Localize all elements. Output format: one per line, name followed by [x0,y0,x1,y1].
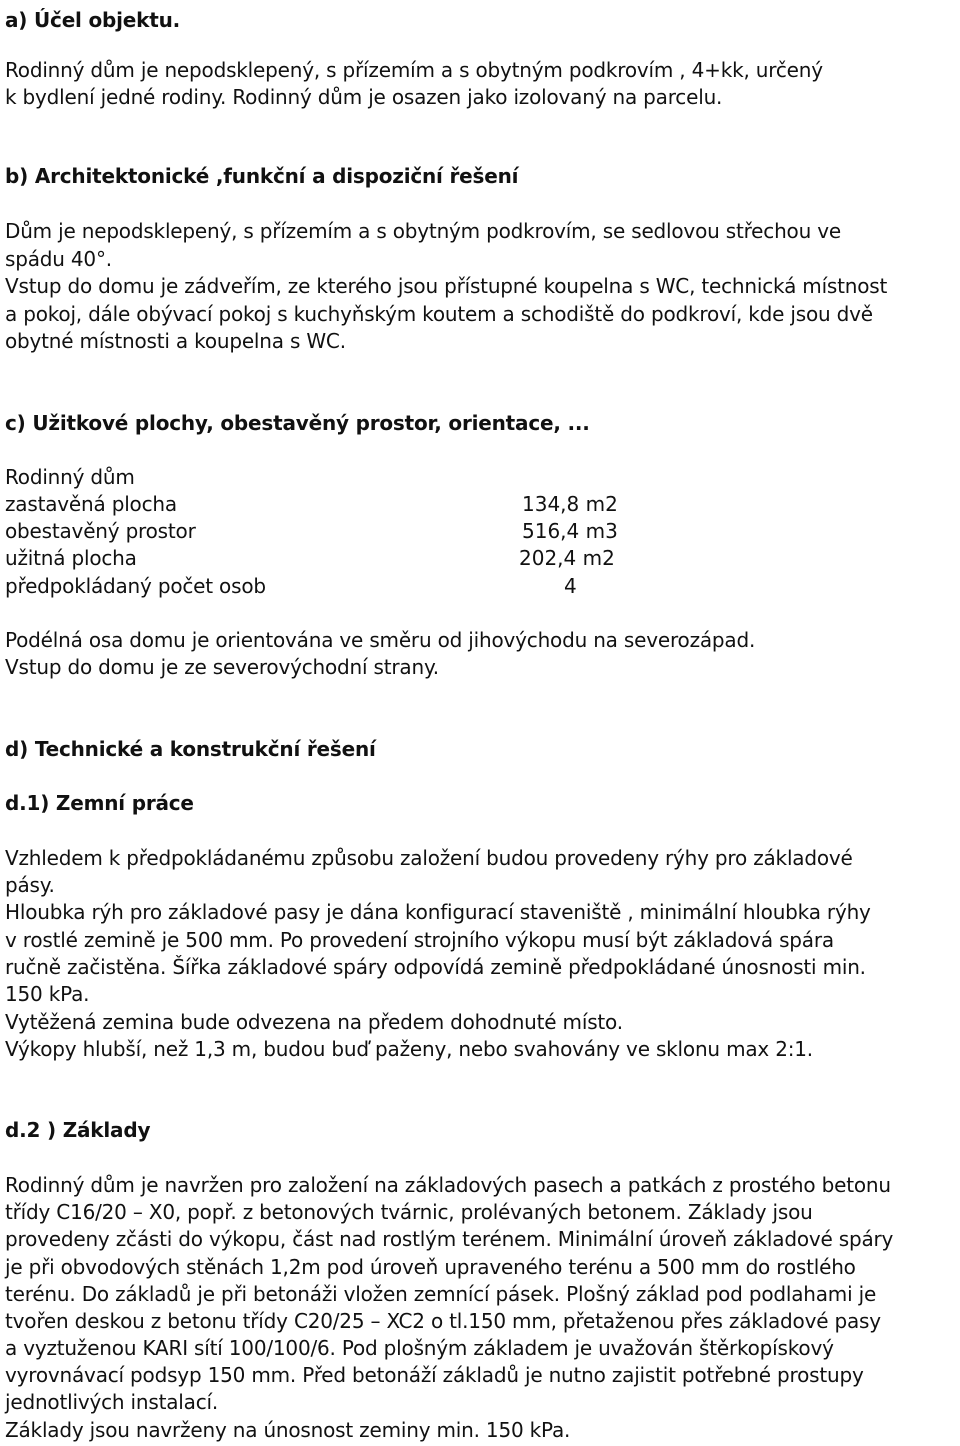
area-value: 4 [564,574,577,598]
paragraph-line: Hloubka rýh pro základové pasy je dána konfigurací staveniště , minimální hloubka rýhy [5,900,871,924]
heading-d: d) Technické a konstrukční řešení [5,737,376,761]
paragraph-line: a vyztuženou KARI sítí 100/100/6. Pod plošným základem je uvažován štěrkopískový [5,1336,834,1360]
paragraph-line: ručně začistěna. Šířka základové spáry odpovídá zemině předpokládané únosnosti min. [5,955,866,979]
paragraph-line: tvořen deskou z betonu třídy C20/25 – XC2 o tl.150 mm, přetaženou přes základové pasy [5,1309,881,1333]
heading-d1: d.1) Zemní práce [5,791,194,815]
area-label: užitná plocha [5,546,137,570]
table-subtitle: Rodinný dům [5,465,135,489]
paragraph-line: Vstup do domu je ze severovýchodní strany. [5,655,439,679]
area-value: 516,4 m3 [522,519,618,543]
paragraph-line: a pokoj, dále obývací pokoj s kuchyňským koutem a schodiště do podkroví, kde jsou dvě [5,302,873,326]
paragraph-line: jednotlivých instalací. [5,1390,218,1414]
paragraph-line: vyrovnávací podsyp 150 mm. Před betonáží základů je nutno zajistit potřebné prostupy [5,1363,864,1387]
area-value: 134,8 m2 [522,492,618,516]
heading-b: b) Architektonické ,funkční a dispoziční řešení [5,164,519,188]
area-label: předpokládaný počet osob [5,574,266,598]
paragraph-line: Rodinný dům je navržen pro založení na základových pasech a patkách z prostého betonu [5,1173,891,1197]
area-label: obestavěný prostor [5,519,196,543]
paragraph-line: v rostlé zemině je 500 mm. Po provedení strojního výkopu musí být základová spára [5,928,834,952]
paragraph-line: třídy C16/20 – X0, popř. z betonových tvárnic, prolévaných betonem. Základy jsou [5,1200,813,1224]
paragraph-line: Vytěžená zemina bude odvezena na předem dohodnuté místo. [5,1010,623,1034]
paragraph-line: obytné místnosti a koupelna s WC. [5,329,346,353]
paragraph-line: pásy. [5,873,55,897]
heading-c: c) Užitkové plochy, obestavěný prostor, orientace, ... [5,411,590,435]
paragraph-line: Základy jsou navrženy na únosnost zeminy min. 150 kPa. [5,1418,571,1442]
heading-d2: d.2 ) Základy [5,1118,151,1142]
paragraph-line: je při obvodových stěnách 1,2m pod úroveň upraveného terénu a 500 mm do rostlého [5,1255,856,1279]
paragraph-line: spádu 40°. [5,247,112,271]
heading-a: a) Účel objektu. [5,8,181,32]
area-value: 202,4 m2 [519,546,615,570]
paragraph-line: Vzhledem k předpokládanému způsobu založení budou provedeny rýhy pro základové [5,846,853,870]
paragraph-line: k bydlení jedné rodiny. Rodinný dům je osazen jako izolovaný na parcelu. [5,85,723,109]
paragraph-line: Výkopy hlubší, než 1,3 m, budou buď paženy, nebo svahovány ve sklonu max 2:1. [5,1037,813,1061]
paragraph-line: Vstup do domu je zádveřím, ze kterého jsou přístupné koupelna s WC, technická místnost [5,274,888,298]
paragraph-line: 150 kPa. [5,982,90,1006]
paragraph-line: terénu. Do základů je při betonáži vložen zemnící pásek. Plošný základ pod podlahami je [5,1282,877,1306]
paragraph-line: provedeny zčásti do výkopu, část nad rostlým terénem. Minimální úroveň základové spáry [5,1227,894,1251]
paragraph-line: Podélná osa domu je orientována ve směru od jihovýchodu na severozápad. [5,628,756,652]
area-label: zastavěná plocha [5,492,177,516]
paragraph-line: Dům je nepodsklepený, s přízemím a s obytným podkrovím, se sedlovou střechou ve [5,219,841,243]
paragraph-line: Rodinný dům je nepodsklepený, s přízemím a s obytným podkrovím , 4+kk, určený [5,58,823,82]
